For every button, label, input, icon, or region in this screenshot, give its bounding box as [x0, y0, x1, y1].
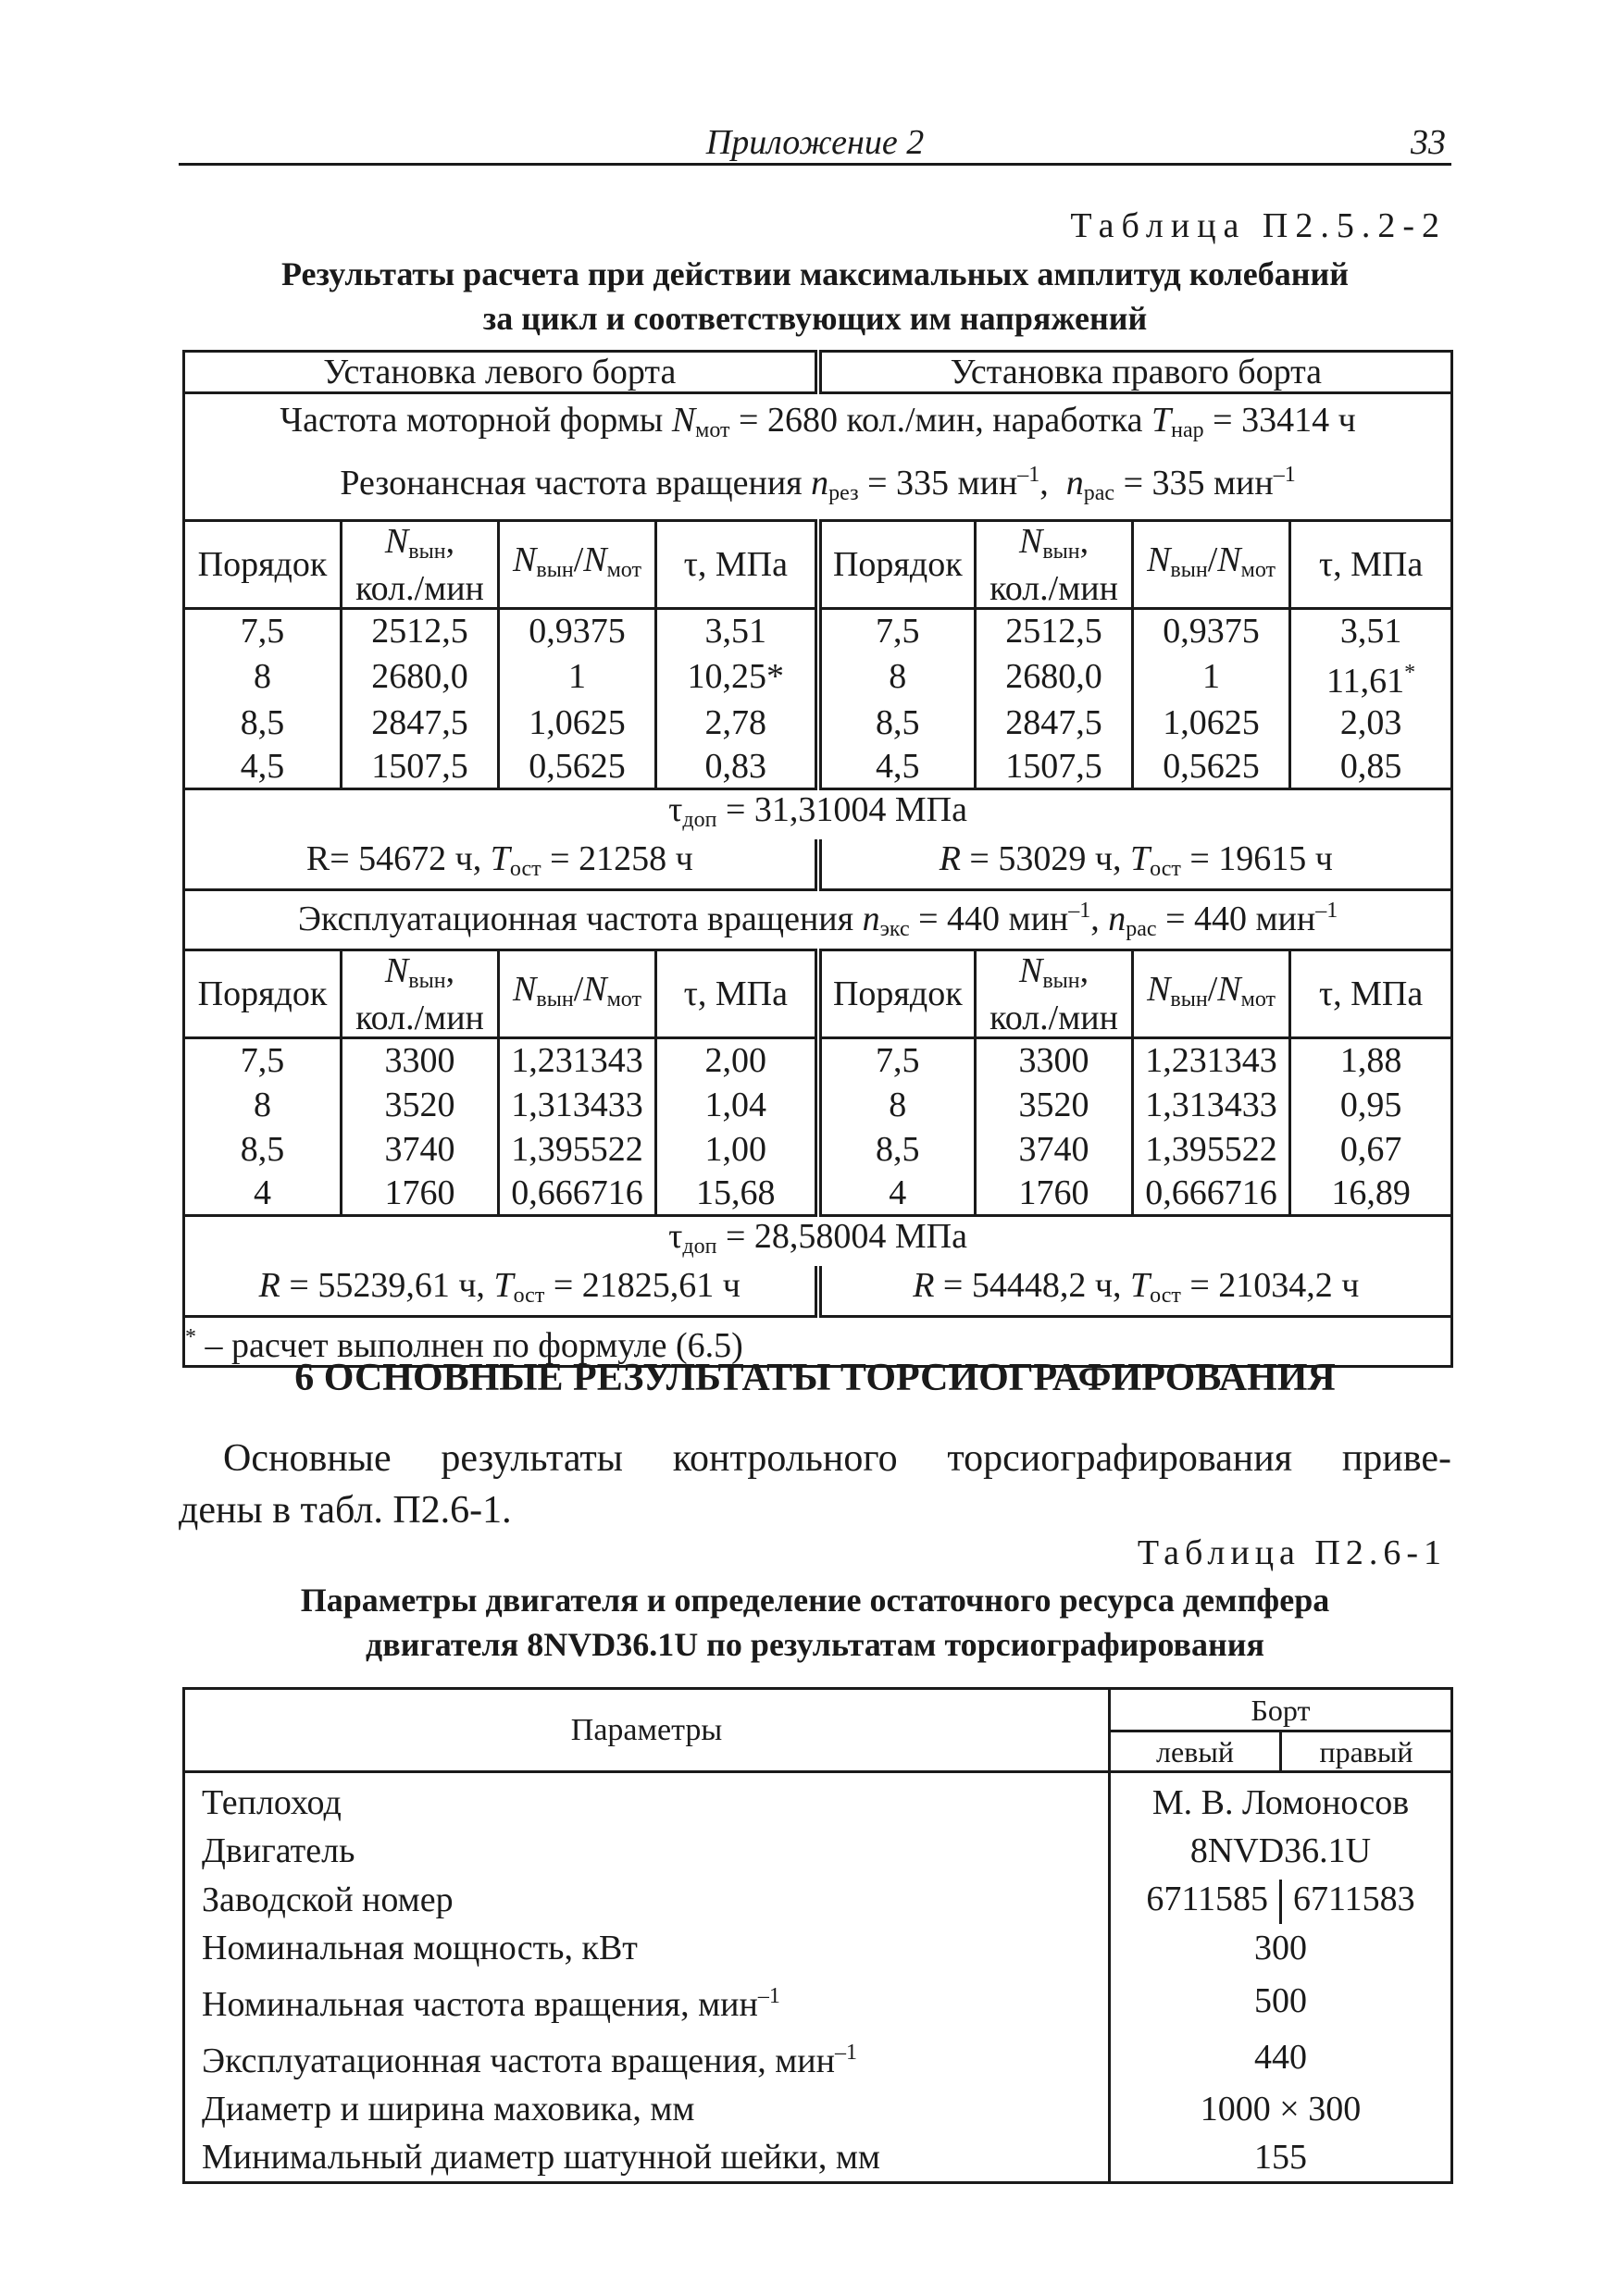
header-ratio: $N_{вын}/N_{мот}$	[499, 521, 656, 609]
cell-nvyn: 2512,5	[976, 609, 1133, 653]
cell-tau: 0,83	[656, 745, 818, 789]
header-order: Порядок	[818, 950, 976, 1038]
cell-order: 4,5	[184, 745, 342, 789]
table2-title-line2: двигателя 8NVD36.1U по результатам торсиографирования	[366, 1626, 1264, 1663]
page-number: 33	[1411, 123, 1446, 162]
cell-ratio: 1,231343	[1133, 1038, 1290, 1083]
factory-number-left: 6711585	[1146, 1880, 1268, 1918]
table1-title-line1: Результаты расчета при действии максимальных амплитуд колебаний	[281, 255, 1349, 292]
body-paragraph	[179, 1433, 1451, 1536]
cell-tau: 3,51	[1290, 609, 1452, 653]
cell-ratio: 0,9375	[1133, 609, 1290, 653]
header-nvyn: $N_{вын}$, кол./мин	[342, 950, 499, 1038]
tau-dop-1: $\tau_{доп} = 31,31004$ МПа	[184, 789, 1452, 840]
header-nvyn: $N_{вын}$, кол./мин	[976, 521, 1133, 609]
table2	[182, 1687, 1453, 2184]
cell-order: 4	[818, 1172, 976, 1216]
table-row	[184, 2133, 1452, 2183]
header-nvyn: $N_{вын}$, кол./мин	[342, 521, 499, 609]
table-row	[184, 1038, 1452, 1083]
param-value: 300	[1110, 1924, 1452, 1972]
cell-nvyn: 1760	[342, 1172, 499, 1216]
running-head	[179, 118, 1451, 166]
cell-nvyn: 1507,5	[976, 745, 1133, 789]
cell-ratio: 1,395522	[499, 1127, 656, 1172]
header-tau: τ, МПа	[1290, 521, 1452, 609]
cell-nvyn: 2512,5	[342, 609, 499, 653]
cell-tau: 0,85	[1290, 745, 1452, 789]
header-order: Порядок	[184, 950, 342, 1038]
table-row	[184, 1127, 1452, 1172]
frequency-info	[184, 393, 1452, 521]
table-row	[184, 1972, 1452, 2029]
header-parameters: Параметры	[184, 1689, 1110, 1772]
cell-order: 8,5	[184, 701, 342, 745]
table1-title	[179, 252, 1451, 341]
cell-tau: 10,25*	[656, 653, 818, 701]
cell-order: 8	[184, 1083, 342, 1127]
param-value: 155	[1110, 2133, 1452, 2183]
cell-tau: 15,68	[656, 1172, 818, 1216]
cell-ratio: 1,0625	[499, 701, 656, 745]
header-ratio: $N_{вын}/N_{мот}$	[1133, 521, 1290, 609]
result-left-2: R = 55239,61 ч, $T_{ост} = 21825,61$ ч	[184, 1266, 818, 1317]
cell-ratio: 1,231343	[499, 1038, 656, 1083]
result-right-2: R = 54448,2 ч, $T_{ост} = 21034,2$ ч	[818, 1266, 1452, 1317]
header-ratio: $N_{вын}/N_{мот}$	[1133, 950, 1290, 1038]
cell-ratio: 0,9375	[499, 609, 656, 653]
cell-nvyn: 3300	[976, 1038, 1133, 1083]
cell-order: 8,5	[818, 701, 976, 745]
table-row	[184, 1772, 1452, 1828]
cell-order: 7,5	[184, 609, 342, 653]
cell-order: 7,5	[184, 1038, 342, 1083]
header-side: Борт	[1110, 1689, 1452, 1731]
result-left-1: R= 54672 ч, $T_{ост} = 21258$ ч	[184, 839, 818, 890]
param-name: Диаметр и ширина маховика, мм	[184, 2085, 1110, 2133]
header-tau: τ, МПа	[656, 521, 818, 609]
param-value: 8NVD36.1U	[1110, 1827, 1452, 1875]
operational-frequency: Эксплуатационная частота вращения $n_{экс} = 440$ мин$^{-1}$, $n_{рас} = 440$ мин$^{-1}$	[184, 890, 1452, 950]
header-order: Порядок	[184, 521, 342, 609]
col-headers-2	[184, 950, 1452, 1038]
motor-frequency: Частота моторной формы $N_{мот} = 2680$ кол./мин, наработка $T_{нар} = 33414$ ч	[280, 401, 1356, 442]
cell-order: 8	[818, 1083, 976, 1127]
cell-ratio: 1	[1133, 653, 1290, 701]
param-name: Минимальный диаметр шатунной шейки, мм	[184, 2133, 1110, 2183]
header-tau: τ, МПа	[1290, 950, 1452, 1038]
param-value: 500	[1110, 1972, 1452, 2029]
cell-nvyn: 2847,5	[342, 701, 499, 745]
table-row	[184, 609, 1452, 653]
cell-order: 7,5	[818, 1038, 976, 1083]
table2-title	[179, 1578, 1451, 1667]
section-heading: 6 ОСНОВНЫЕ РЕЗУЛЬТАТЫ ТОРСИОГРАФИРОВАНИЯ	[294, 1357, 1336, 1399]
table-row	[184, 2085, 1452, 2133]
cell-nvyn: 3740	[342, 1127, 499, 1172]
running-head-title: Приложение 2	[705, 123, 925, 162]
right-side-header: Установка правого борта	[818, 352, 1452, 393]
param-name: Номинальная частота вращения, мин$^{-1}$	[184, 1972, 1110, 2029]
cell-ratio: 0,666716	[499, 1172, 656, 1216]
cell-ratio: 1,313433	[1133, 1083, 1290, 1127]
param-value: 440	[1110, 2029, 1452, 2085]
table2-label: Таблица П2.6-1	[1137, 1533, 1447, 1572]
cell-tau: 11,61*	[1290, 653, 1452, 701]
paragraph-line1: Основные результаты контрольного торсиографирования приве-	[223, 1437, 1451, 1480]
param-name: Двигатель	[184, 1827, 1110, 1875]
cell-order: 8	[184, 653, 342, 701]
cell-nvyn: 2680,0	[976, 653, 1133, 701]
cell-ratio: 0,5625	[499, 745, 656, 789]
table1-title-line2: за цикл и соответствующих им напряжений	[482, 300, 1148, 337]
cell-tau: 16,89	[1290, 1172, 1452, 1216]
table-row	[184, 745, 1452, 789]
param-value	[1110, 1875, 1452, 1924]
header-nvyn: $N_{вын}$, кол./мин	[976, 950, 1133, 1038]
param-name: Теплоход	[184, 1772, 1110, 1828]
paragraph-line2: дены в табл. П2.6-1.	[179, 1489, 512, 1532]
table1-footnote: * – расчет выполнен по формуле (6.5)	[184, 1317, 1452, 1367]
col-headers-1	[184, 521, 1452, 609]
cell-tau: 0,67	[1290, 1127, 1452, 1172]
cell-tau: 2,00	[656, 1038, 818, 1083]
cell-order: 8	[818, 653, 976, 701]
param-name: Эксплуатационная частота вращения, мин$^{-1}$	[184, 2029, 1110, 2085]
table-row	[184, 2029, 1452, 2085]
cell-nvyn: 3740	[976, 1127, 1133, 1172]
cell-tau: 0,95	[1290, 1083, 1452, 1127]
param-name: Номинальная мощность, кВт	[184, 1924, 1110, 1972]
cell-nvyn: 3300	[342, 1038, 499, 1083]
left-side-header: Установка левого борта	[184, 352, 818, 393]
header-tau: τ, МПа	[656, 950, 818, 1038]
cell-nvyn: 2680,0	[342, 653, 499, 701]
table-row	[184, 1083, 1452, 1127]
cell-nvyn: 2847,5	[976, 701, 1133, 745]
cell-ratio: 1	[499, 653, 656, 701]
param-value: 1000 × 300	[1110, 2085, 1452, 2133]
table-row	[184, 653, 1452, 701]
cell-ratio: 1,313433	[499, 1083, 656, 1127]
cell-nvyn: 1760	[976, 1172, 1133, 1216]
param-value: М. В. Ломоносов	[1110, 1772, 1452, 1828]
resonance-frequency: Резонансная частота вращения $n_{рез} = 335$ мин$^{-1}$, $n_{рас} = 335$ мин$^{-1}$	[340, 463, 1296, 505]
cell-order: 8,5	[818, 1127, 976, 1172]
table-row	[184, 1827, 1452, 1875]
cell-tau: 1,04	[656, 1083, 818, 1127]
cell-nvyn: 3520	[342, 1083, 499, 1127]
cell-nvyn: 3520	[976, 1083, 1133, 1127]
table-row	[184, 701, 1452, 745]
table2-title-line1: Параметры двигателя и определение остаточного ресурса демпфера	[300, 1582, 1330, 1619]
cell-order: 4	[184, 1172, 342, 1216]
cell-tau: 2,03	[1290, 701, 1452, 745]
cell-ratio: 1,395522	[1133, 1127, 1290, 1172]
cell-nvyn: 1507,5	[342, 745, 499, 789]
cell-tau: 3,51	[656, 609, 818, 653]
cell-ratio: 1,0625	[1133, 701, 1290, 745]
param-name: Заводской номер	[184, 1875, 1110, 1924]
table-row	[184, 1875, 1452, 1924]
header-ratio: $N_{вын}/N_{мот}$	[499, 950, 656, 1038]
cell-order: 4,5	[818, 745, 976, 789]
cell-tau: 1,00	[656, 1127, 818, 1172]
table1-label: Таблица П2.5.2-2	[1070, 206, 1447, 245]
header-right: правый	[1281, 1731, 1452, 1772]
header-left: левый	[1110, 1731, 1281, 1772]
table-row	[184, 1172, 1452, 1216]
factory-number-right: 6711583	[1293, 1880, 1415, 1918]
cell-ratio: 0,666716	[1133, 1172, 1290, 1216]
tau-dop-2: $\tau_{доп} = 28,58004$ МПа	[184, 1216, 1452, 1267]
cell-tau: 2,78	[656, 701, 818, 745]
cell-order: 7,5	[818, 609, 976, 653]
header-order: Порядок	[818, 521, 976, 609]
cell-order: 8,5	[184, 1127, 342, 1172]
table-row	[184, 1924, 1452, 1972]
table1	[182, 350, 1453, 1368]
result-right-1: R = 53029 ч, $T_{ост} = 19615$ ч	[818, 839, 1452, 890]
cell-ratio: 0,5625	[1133, 745, 1290, 789]
cell-tau: 1,88	[1290, 1038, 1452, 1083]
